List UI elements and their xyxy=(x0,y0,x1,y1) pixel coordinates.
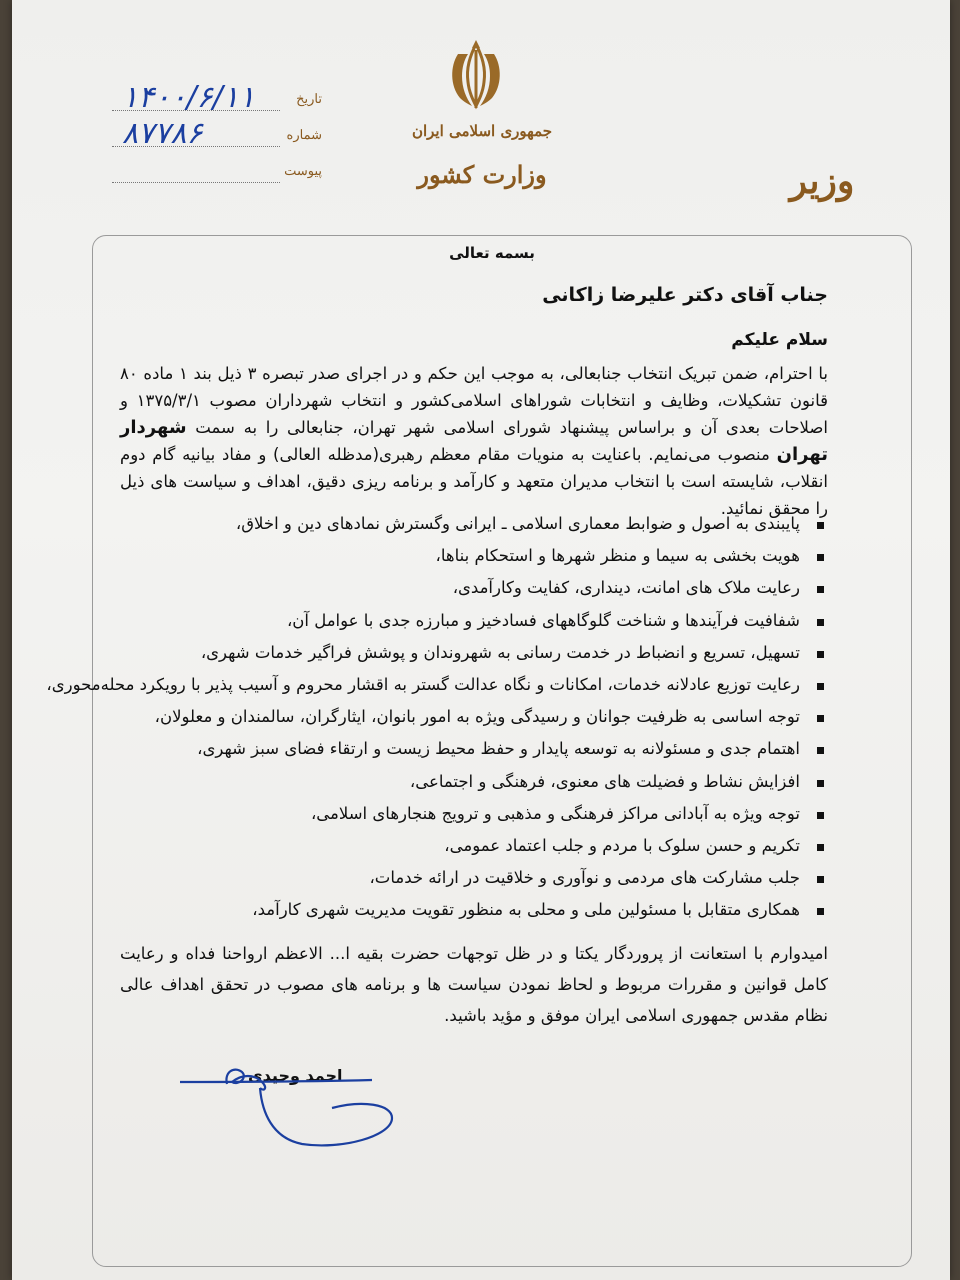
list-item: جلب مشارکت های مردمی و نوآوری و خلاقیت در ارائه خدمات، xyxy=(108,868,828,900)
number-row xyxy=(112,116,322,152)
goals-list xyxy=(46,514,828,932)
bullet-square-icon xyxy=(817,586,824,593)
attachment-label: پیوست xyxy=(284,164,322,179)
intro-paragraph xyxy=(120,360,828,522)
list-item: تکریم و حسن سلوک با مردم و جلب اعتماد عمومی، xyxy=(108,836,828,868)
number-value: ۸۷۷۸۶ xyxy=(122,116,203,151)
date-value: ۱۴۰۰/۶/۱۱ xyxy=(122,80,256,115)
letter-meta xyxy=(112,80,322,188)
handwritten-signature-icon xyxy=(172,1052,402,1162)
bullet-square-icon xyxy=(817,780,824,787)
bullet-square-icon xyxy=(817,844,824,851)
list-item: همکاری متقابل با مسئولین ملی و محلی به منظور تقویت مدیریت شهری کارآمد، xyxy=(108,900,828,932)
list-item: افزایش نشاط و فضیلت های معنوی، فرهنگی و اجتماعی، xyxy=(108,772,828,804)
republic-title: جمهوری اسلامی ایران xyxy=(411,122,553,140)
date-row xyxy=(112,80,322,116)
number-label: شماره xyxy=(286,128,322,143)
attachment-line xyxy=(112,182,280,183)
date-line xyxy=(112,110,280,111)
addressee: جناب آقای دکتر علیرضا زاکانی xyxy=(542,284,828,306)
intro-part-2: منصوب می‌نمایم. باعنایت به منویات مقام معظم رهبری(مدظله العالی) و مفاد بیانیه گام دوم انقلاب، شایسته است با انتخاب مدیران متعهد و کارآمد و برنامه ریزی دقیق، اهداف و سیاست های ذیل را محقق نمائید. xyxy=(120,445,828,518)
bullet-square-icon xyxy=(817,908,824,915)
list-item: شفافیت فرآیندها و شناخت گلوگاههای فسادخیز و مبارزه جدی با عوامل آن، xyxy=(108,611,828,643)
list-item: رعایت توزیع عادلانه خدمات، امکانات و نگاه عدالت گستر به اقشار محروم و آسیب پذیر با رویکرد محله‌محوری، xyxy=(108,675,828,707)
list-item: رعایت ملاک های امانت، دینداری، کفایت وکارآمدی، xyxy=(108,578,828,610)
letter-paper xyxy=(12,0,950,1280)
bullet-square-icon xyxy=(817,683,824,690)
bullet-square-icon xyxy=(817,522,824,529)
minister-title: وزیر xyxy=(789,160,855,202)
intro-part-1: با احترام، ضمن تبریک انتخاب جنابعالی، به موجب این حکم و در اجرای صدر تبصره ۳ ذیل بند ۱ ماده ۸۰ قانون تشکیلات، وظایف و انتخابات شوراهای اسلامی‌کشور و انتخاب شهرداران مصوب ۱۳۷۵/۳/۱ و اصلاحات بعدی آن و براساس پیشنهاد شورای اسلامی شهر تهران، جنابعالی را به سمت xyxy=(120,364,829,437)
iran-emblem-icon xyxy=(436,36,516,116)
list-item: هویت بخشی به سیما و منظر شهرها و استحکام بناها، xyxy=(108,546,828,578)
attachment-row xyxy=(112,152,322,188)
closing-paragraph: امیدوارم با استعانت از پروردگار یکتا و در ظل توجهات حضرت بقیه ا... الاعظم ارواحنا فداه و رعایت کامل قوانین و مقررات مربوط و لحاظ نمودن سیاست ها و برنامه های مصوب در تحقق اهداف عالی نظام مقدس جمهوری اسلامی ایران موفق و مؤید باشید. xyxy=(120,944,828,1025)
signer-name: احمد وحیدی xyxy=(248,1066,343,1085)
bullet-square-icon xyxy=(817,876,824,883)
bullet-square-icon xyxy=(817,554,824,561)
bullet-square-icon xyxy=(817,619,824,626)
bullet-square-icon xyxy=(817,812,824,819)
greeting: سلام علیکم xyxy=(731,330,828,350)
list-item: تسهیل، تسریع و انضباط در خدمت رسانی به شهروندان و پوشش فراگیر خدمات شهری، xyxy=(108,643,828,675)
date-label: تاریخ xyxy=(296,92,322,107)
number-line xyxy=(112,146,280,147)
bullet-square-icon xyxy=(817,715,824,722)
bullet-square-icon xyxy=(817,651,824,658)
intro-bold-title: شهردار تهران xyxy=(120,417,828,465)
list-item: پایبندی به اصول و ضوابط معماری اسلامی ـ ایرانی وگسترش نمادهای دین و اخلاق، xyxy=(108,514,828,546)
list-item: توجه اساسی به ظرفیت جوانان و رسیدگی ویژه به امور بانوان، ایثارگران، سالمندان و معلولان، xyxy=(108,707,828,739)
list-item: توجه ویژه به آبادانی مراکز فرهنگی و مذهبی و ترویج هنجارهای اسلامی، xyxy=(108,804,828,836)
list-item: اهتمام جدی و مسئولانه به توسعه پایدار و حفظ محیط زیست و ارتقاء فضای سبز شهری، xyxy=(108,739,828,771)
bullet-square-icon xyxy=(817,747,824,754)
ministry-title: وزارت کشور xyxy=(417,160,547,189)
invocation: بسمه تعالی xyxy=(449,244,535,262)
